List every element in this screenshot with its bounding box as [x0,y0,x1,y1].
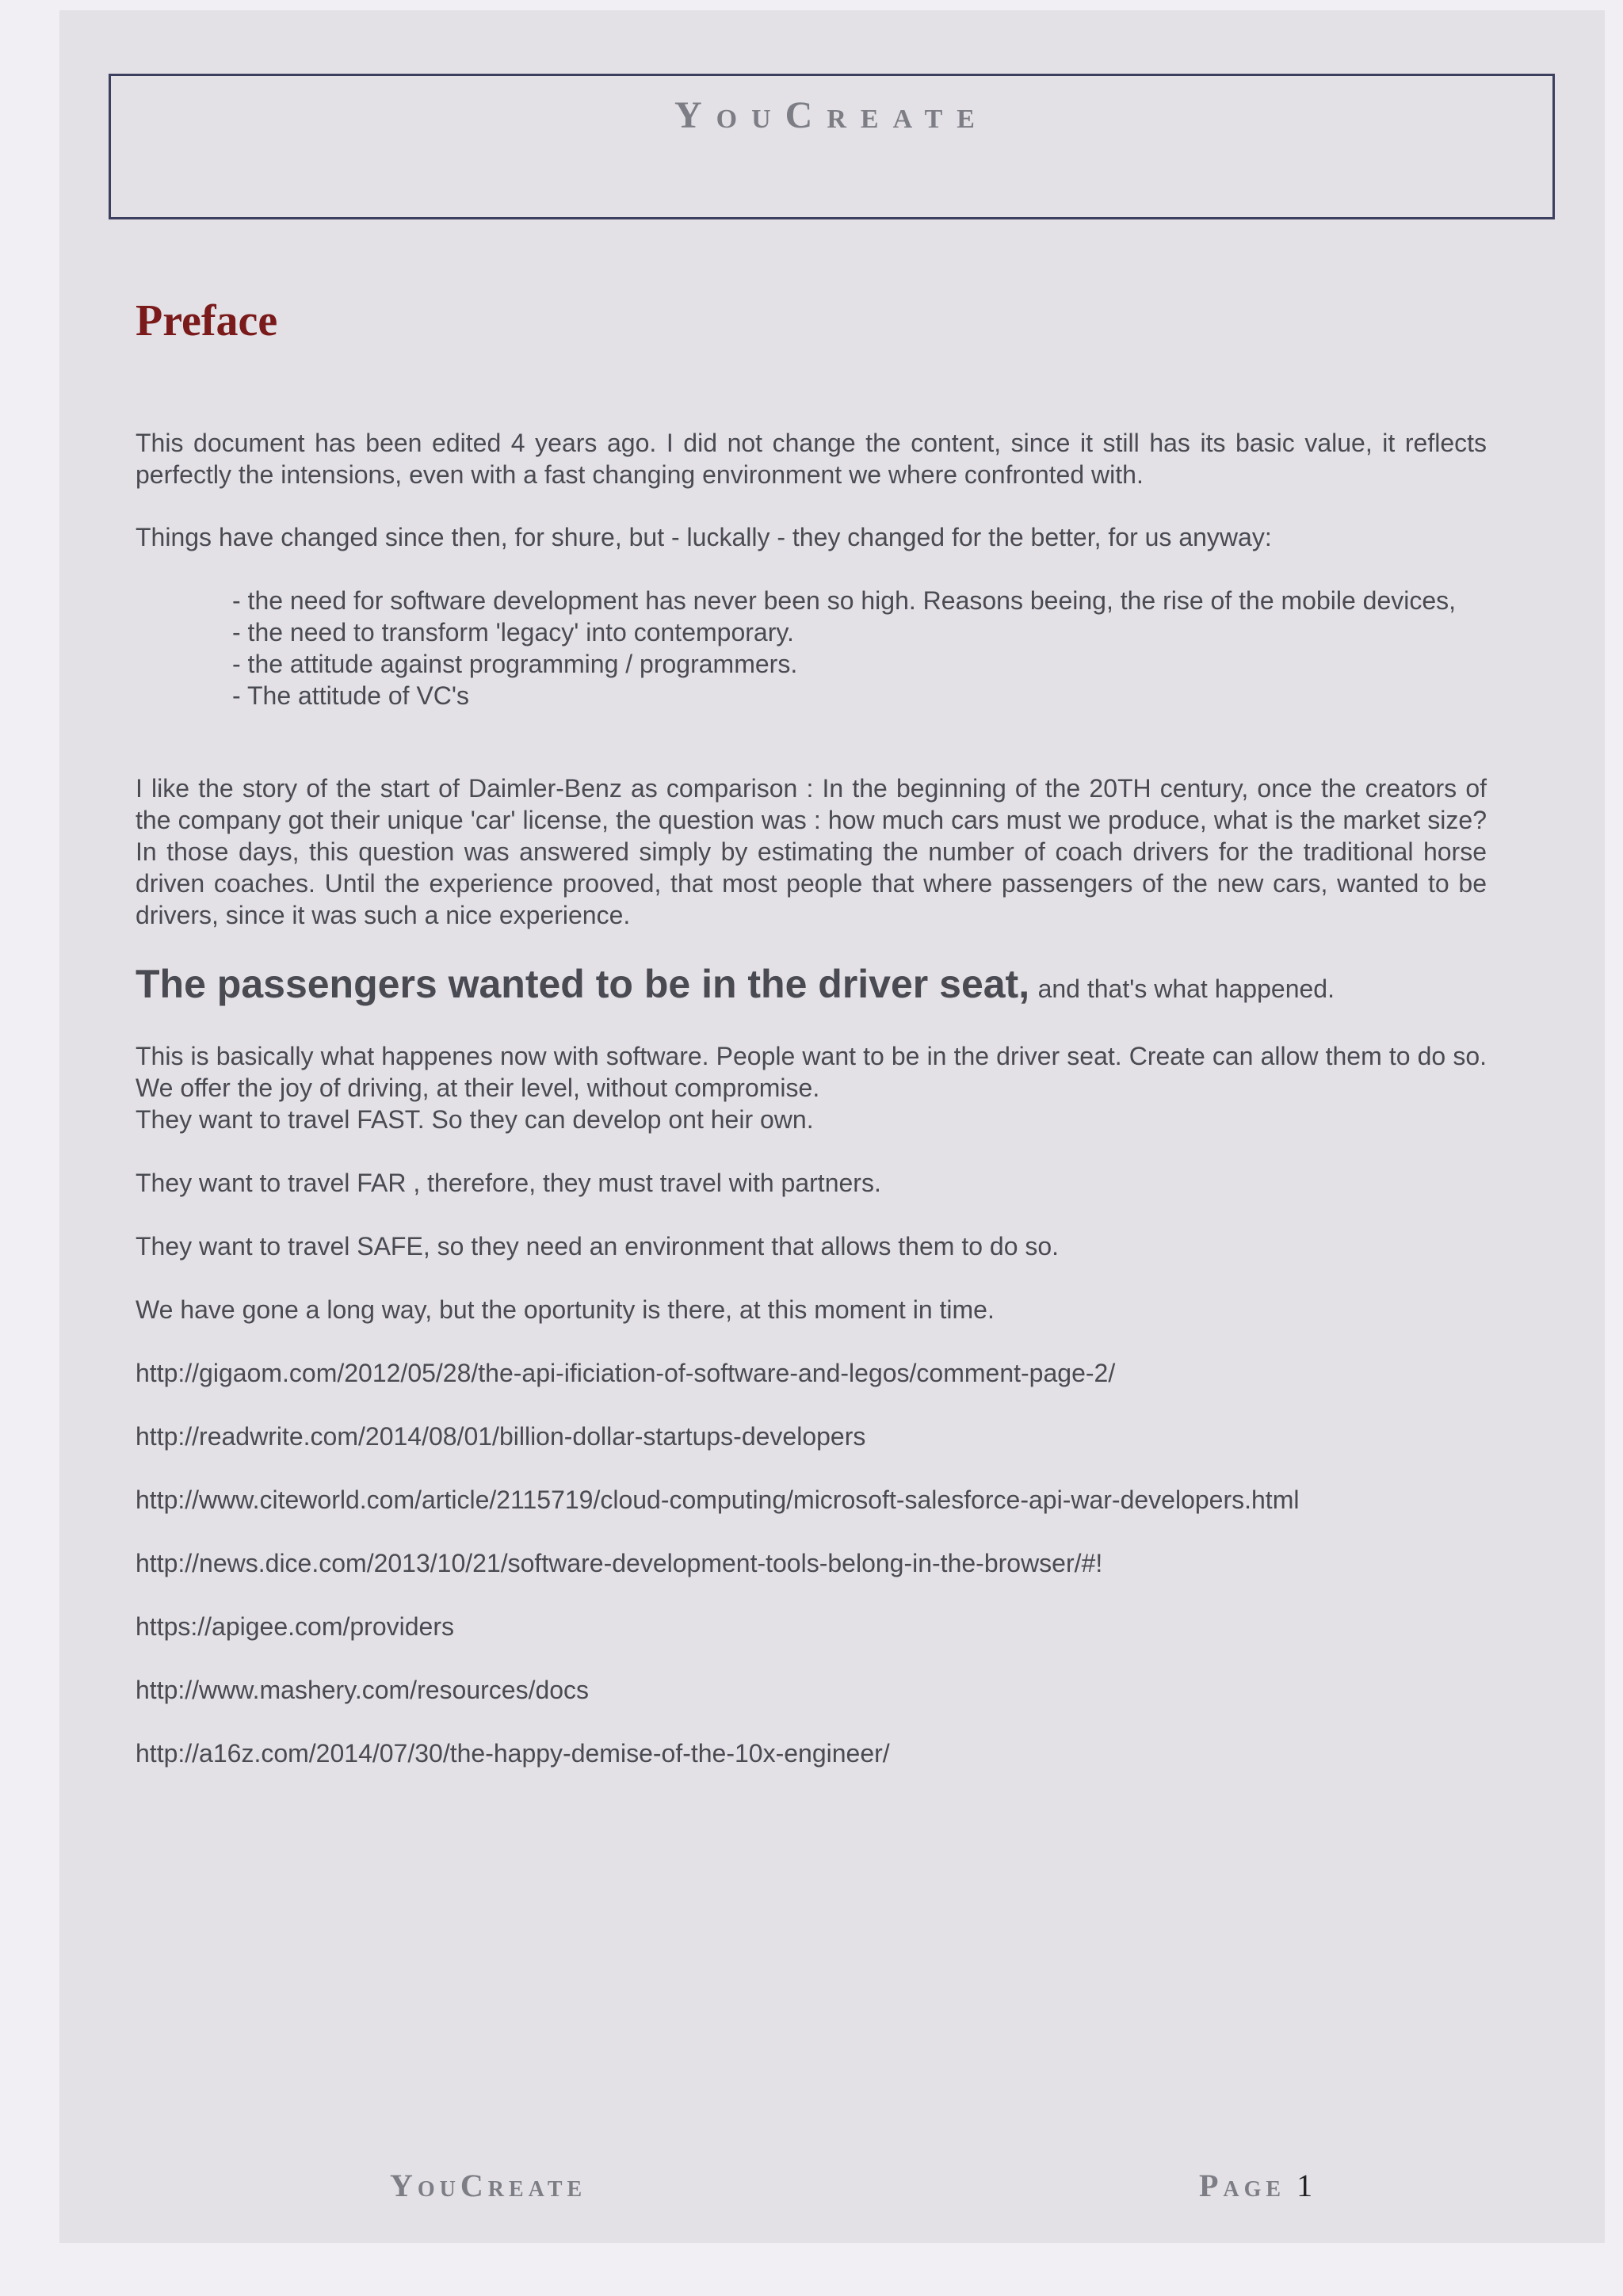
reference-link[interactable]: http://www.citeworld.com/article/2115719/cloud-computing/microsoft-salesforce-api-war-developers.html [136,1486,1300,1514]
page-number-value: 1 [1296,2168,1318,2203]
page-title: Preface [136,296,278,345]
page-number [1199,2167,1317,2204]
paragraph-opportunity: We have gone a long way, but the oportunity is there, at this moment in time. [136,1295,995,1324]
list-item: - the attitude against programming / programmers. [232,650,798,678]
footer-brand: YouCreate [390,2168,587,2203]
reference-link[interactable]: http://readwrite.com/2014/08/01/billion-dollar-startups-developers [136,1422,866,1451]
reference-link[interactable]: http://news.dice.com/2013/10/21/software-development-tools-belong-in-the-browser/#! [136,1549,1103,1577]
paragraph-changes: Things have changed since then, for shure, but - luckally - they changed for the better, for us anyway: [136,523,1272,551]
changes-list [232,585,1487,711]
paragraph-daimler: I like the story of the start of Daimler-Benz as comparison : In the beginning of the 20TH century, once the creators of the company got their unique 'car' license, the question was : how much cars must we produce, what is the market size? In those days, this question was answered simply by estimating the number of coach drivers for the traditional horse driven coaches. Until the experience prooved, that most people that where passengers of the new cars, wanted to be drivers, since it was such a nice experience. [136,774,1487,929]
list-item: - The attitude of VC's [232,681,469,710]
paragraph-far: They want to travel FAR , therefore, they must travel with partners. [136,1169,881,1197]
paragraph-software: This is basically what happenes now with software. People want to be in the driver seat. Create can allow them to do so. We offer the joy of driving, at their level, without compromise. [136,1042,1487,1102]
headline-tail: and that's what happened. [1037,974,1335,1003]
page-header [109,74,1555,219]
paragraph-intro: This document has been edited 4 years ago. I did not change the content, since it still has its basic value, it reflects perfectly the intensions, even with a fast changing environment we where confronted with. [136,429,1487,489]
paragraph-fast: They want to travel FAST. So they can develop ont heir own. [136,1105,814,1134]
headline [136,961,1335,1007]
reference-link[interactable]: http://gigaom.com/2012/05/28/the-api-ificiation-of-software-and-legos/comment-page-2/ [136,1359,1116,1387]
page-label: Page [1199,2168,1286,2203]
reference-link[interactable]: https://apigee.com/providers [136,1612,454,1641]
header-brand: YouCreate [674,94,989,136]
headline-main: The passengers wanted to be in the driver seat, [136,962,1030,1006]
document-page [59,10,1605,2243]
list-item: - the need to transform 'legacy' into contemporary. [232,618,794,646]
reference-link[interactable]: http://www.mashery.com/resources/docs [136,1676,590,1704]
reference-link[interactable]: http://a16z.com/2014/07/30/the-happy-demise-of-the-10x-engineer/ [136,1739,890,1768]
list-item: - the need for software development has never been so high. Reasons beeing, the rise of the mobile devices, [232,586,1457,615]
paragraph-safe: They want to travel SAFE, so they need an environment that allows them to do so. [136,1232,1060,1261]
